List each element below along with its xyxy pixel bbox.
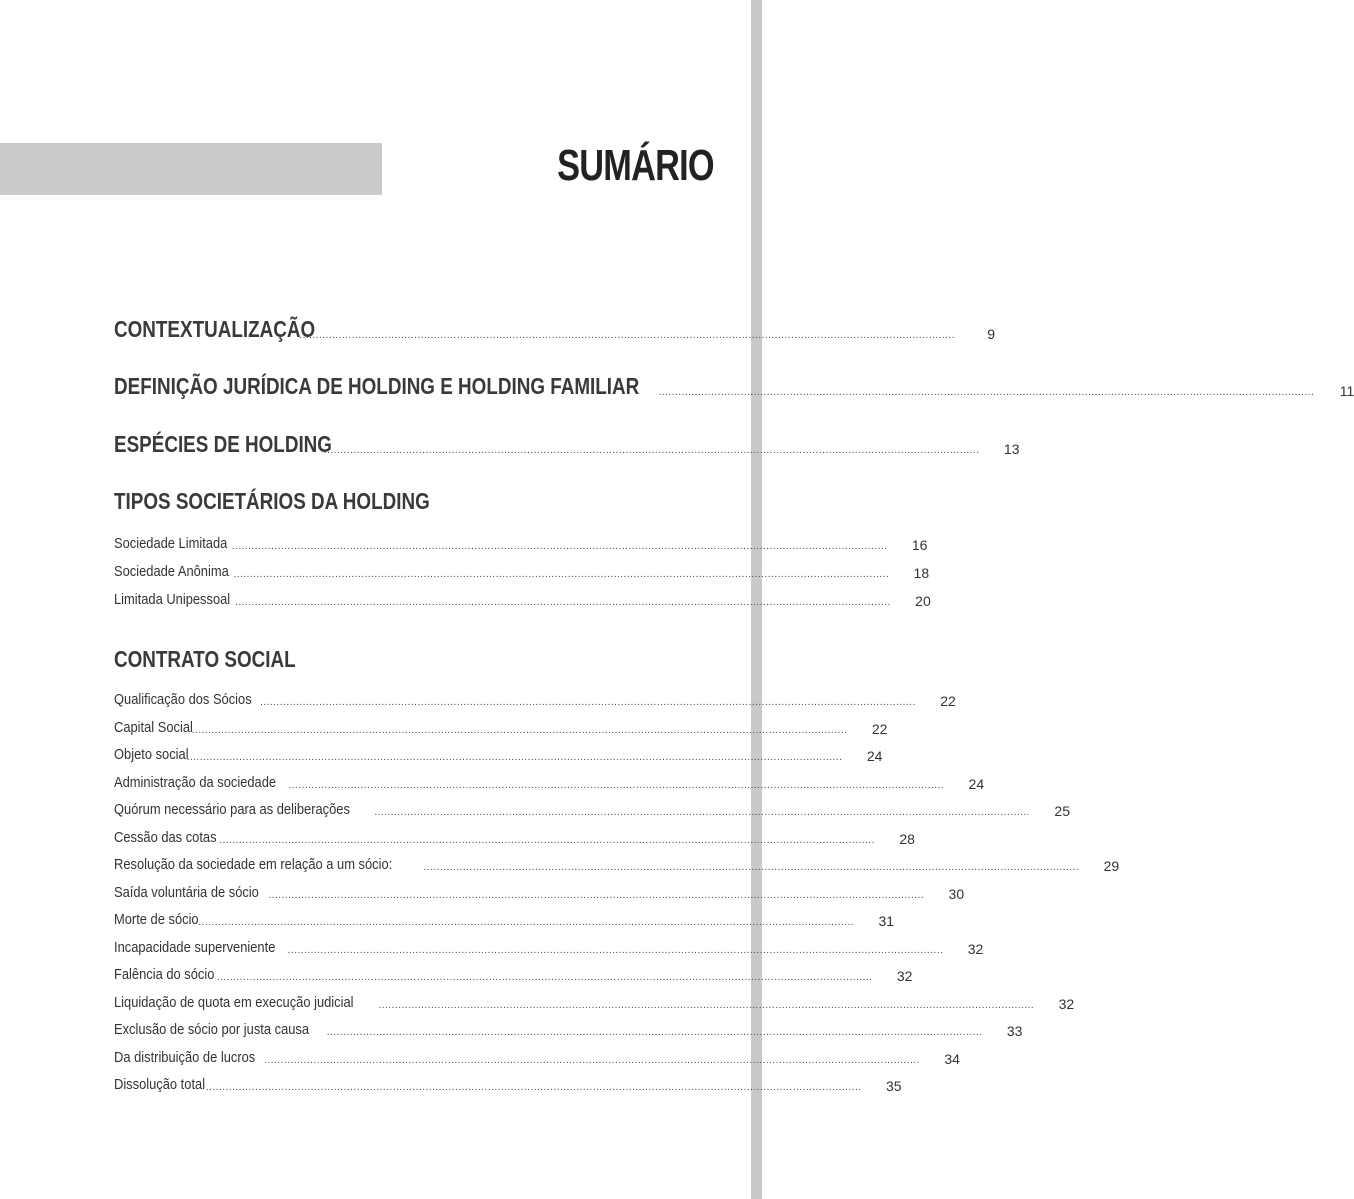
section-heading: CONTRATO SOCIAL	[114, 646, 296, 672]
toc-subentry-label: Administração da sociedade	[114, 774, 277, 791]
toc-entry[interactable]	[114, 431, 1020, 457]
toc-subentry[interactable]	[114, 591, 931, 609]
dot-leader: ........................................................................................................................................................................................................	[231, 541, 888, 552]
toc-subentry[interactable]	[114, 1049, 960, 1067]
toc-subentry-page: 33	[1006, 1023, 1023, 1039]
toc-subentry-page: 32	[967, 941, 984, 957]
toc-subentry-page: 32	[1058, 996, 1075, 1012]
dot-leader: ........................................................................................................................................................................................................	[287, 945, 944, 956]
toc-subentry[interactable]	[114, 774, 985, 792]
toc-subentry-page: 24	[866, 748, 883, 764]
toc-subentry[interactable]	[114, 691, 956, 709]
dot-leader: ........................................................................................................................................................................................................	[216, 972, 873, 983]
toc-subentry-label: Sociedade Anônima	[114, 563, 229, 580]
toc-subentry-page: 18	[913, 565, 930, 581]
toc-subentry-page: 34	[944, 1051, 960, 1067]
toc-subentry-page: 29	[1103, 858, 1120, 874]
toc-subentry-label: Cessão das cotas	[114, 829, 217, 846]
toc-subentry-page: 30	[948, 886, 965, 902]
toc-subentry-page: 28	[899, 831, 915, 847]
toc-subentry-label: Capital Social	[114, 719, 193, 736]
dot-leader: ........................................................................................................................................................................................................	[235, 597, 891, 608]
toc-subentry-label: Saída voluntária de sócio	[114, 884, 259, 901]
toc-subentry-page: 16	[911, 537, 928, 553]
dot-leader: ........................................................................................................................................................................................................	[268, 890, 925, 901]
toc-entry-label: ESPÉCIES DE HOLDING	[114, 431, 332, 457]
dot-leader: ........................................................................................................................................................................................................	[198, 917, 855, 928]
toc-subentry-page: 31	[878, 913, 895, 929]
toc-subentry-page: 22	[871, 721, 888, 737]
dot-leader: ........................................................................................................................................................................................................	[299, 330, 955, 341]
dot-leader: ........................................................................................................................................................................................................	[186, 752, 843, 763]
dot-leader: ........................................................................................................................................................................................................	[264, 1055, 920, 1066]
toc-subentry-label: Resolução da sociedade em relação a um sócio:	[114, 856, 393, 873]
dot-leader: ........................................................................................................................................................................................................	[191, 725, 848, 736]
toc-subentry-label: Quórum necessário para as deliberações	[114, 801, 350, 818]
dot-leader: ........................................................................................................................................................................................................	[423, 862, 1080, 873]
toc-entry-label: CONTEXTUALIZAÇÃO	[114, 316, 316, 342]
toc-subentry[interactable]	[114, 563, 930, 581]
section-heading-tipos	[114, 488, 714, 514]
dot-leader: ........................................................................................................................................................................................................	[658, 387, 1315, 398]
toc-subentry[interactable]	[114, 801, 1070, 819]
toc-subentry[interactable]	[114, 939, 984, 957]
dot-leader: ........................................................................................................................................................................................................	[260, 697, 916, 708]
toc-entry-page: 13	[1003, 441, 1020, 457]
title-decor-bar	[0, 143, 382, 195]
toc-subentry-page: 22	[940, 693, 956, 709]
toc-subentry[interactable]	[114, 994, 1075, 1012]
toc-subentry[interactable]	[114, 911, 895, 929]
toc-subentry[interactable]	[114, 884, 965, 902]
toc-subentry-page: 35	[885, 1078, 902, 1094]
toc-subentry[interactable]	[114, 966, 913, 984]
toc-entry[interactable]	[114, 316, 995, 342]
toc-subentry[interactable]	[114, 829, 915, 847]
toc-subentry[interactable]	[114, 1076, 902, 1094]
toc-subentry-label: Morte de sócio	[114, 911, 199, 928]
toc-subentry-label: Sociedade Limitada	[114, 535, 228, 552]
toc-subentry-label: Incapacidade superveniente	[114, 939, 276, 956]
toc-subentry[interactable]	[114, 856, 1120, 874]
page-title: SUMÁRIO	[557, 141, 714, 190]
toc-subentry-page: 25	[1054, 803, 1070, 819]
dot-leader: ........................................................................................................................................................................................................	[288, 780, 945, 791]
toc-subentry-label: Limitada Unipessoal	[114, 591, 231, 608]
dot-leader: ........................................................................................................................................................................................................	[233, 569, 890, 580]
dot-leader: ........................................................................................................................................................................................................	[326, 1027, 983, 1038]
toc-subentry-label: Dissolução total	[114, 1076, 206, 1093]
toc-subentry-label: Da distribuição de lucros	[114, 1049, 256, 1066]
toc-subentry-page: 20	[915, 593, 931, 609]
toc-entry[interactable]	[114, 373, 1354, 399]
toc-subentry-label: Qualificação dos Sócios	[114, 691, 252, 708]
dot-leader: ........................................................................................................................................................................................................	[374, 807, 1030, 818]
toc-subentry-page: 32	[896, 968, 913, 984]
dot-leader: ........................................................................................................................................................................................................	[219, 835, 875, 846]
section-heading: TIPOS SOCIETÁRIOS DA HOLDING	[114, 488, 430, 514]
toc-subentry[interactable]	[114, 535, 928, 553]
toc-subentry-label: Exclusão de sócio por justa causa	[114, 1021, 310, 1038]
dot-leader: ........................................................................................................................................................................................................	[205, 1082, 862, 1093]
section-heading-contrato	[114, 646, 714, 672]
toc-subentry[interactable]	[114, 746, 883, 764]
dot-leader: ........................................................................................................................................................................................................	[323, 445, 980, 456]
toc-subentry[interactable]	[114, 1021, 1023, 1039]
toc-entry-page: 11	[1339, 383, 1354, 399]
toc-subentry-label: Falência do sócio	[114, 966, 215, 983]
toc-subentry[interactable]	[114, 719, 888, 737]
toc-subentry-label: Liquidação de quota em execução judicial	[114, 994, 354, 1011]
dot-leader: ........................................................................................................................................................................................................	[378, 1000, 1035, 1011]
toc-subentry-page: 24	[968, 776, 985, 792]
toc-subentry-label: Objeto social	[114, 746, 189, 763]
toc-entry-label: DEFINIÇÃO JURÍDICA DE HOLDING E HOLDING FAMILIAR	[114, 373, 640, 399]
toc-entry-page: 9	[987, 326, 995, 342]
